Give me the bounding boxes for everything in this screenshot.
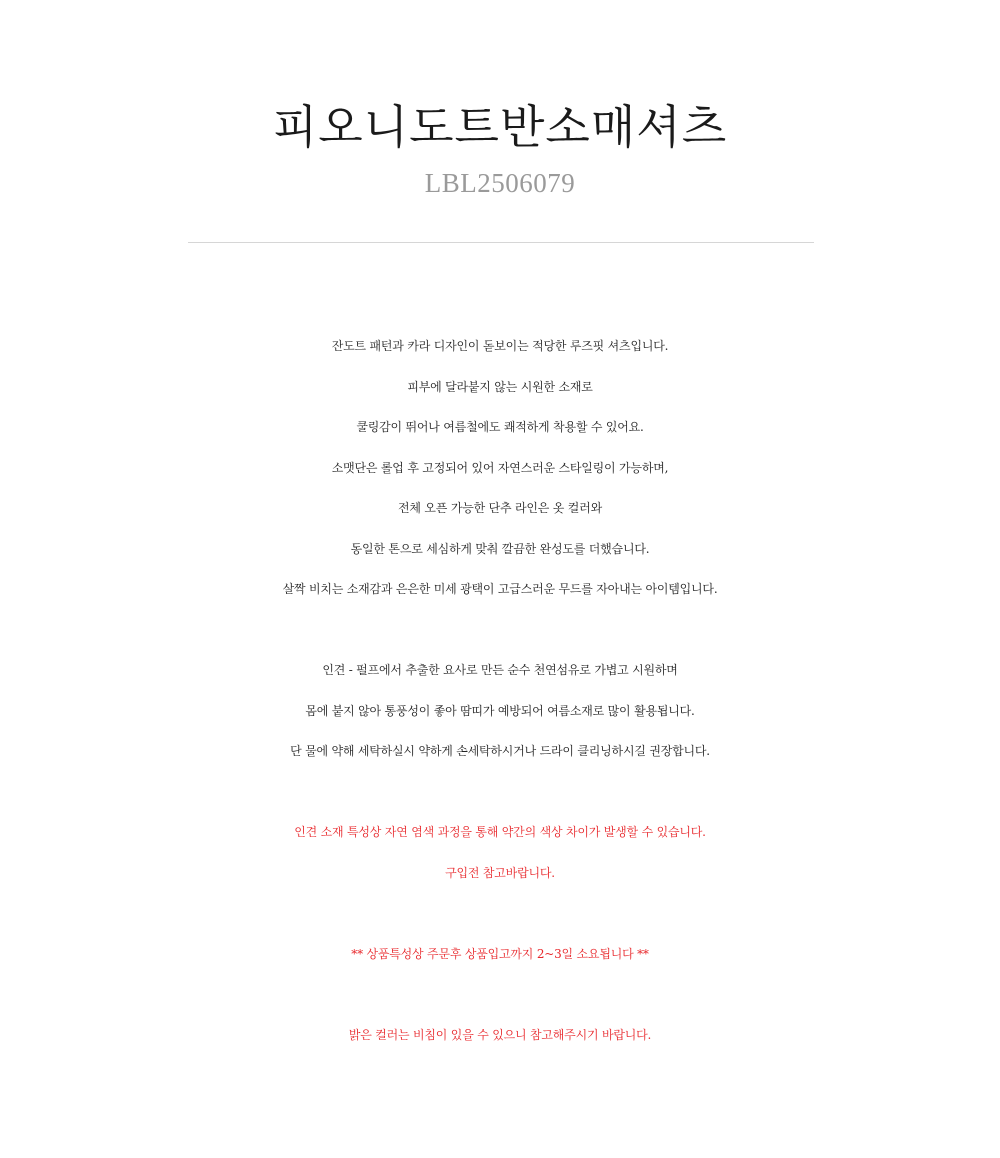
paragraph-spacer (0, 610, 1000, 651)
notice-lead-time (0, 934, 1000, 975)
notice-line: ** 상품특성상 주문후 상품입고까지 2~3일 소요됩니다 ** (351, 946, 649, 961)
description-line: 동일한 톤으로 세심하게 맞춰 깔끔한 완성도를 더했습니다. (350, 541, 650, 556)
description-line: 소맷단은 롤업 후 고정되어 있어 자연스러운 스타일링이 가능하며, (331, 460, 669, 475)
notice-line: 구입전 참고바랍니다. (445, 865, 555, 880)
description-line: 잔도트 패턴과 카라 디자인이 돋보이는 적당한 루즈핏 셔츠입니다. (331, 339, 669, 353)
product-title: 피오니도트반소매셔츠 (272, 100, 728, 154)
notice-line: 인견 소재 특성상 자연 염색 과정을 통해 약간의 색상 차이가 발생할 수 있습니다. (294, 825, 706, 839)
product-description (0, 326, 1000, 1055)
description-line: 피부에 달라붙지 않는 시원한 소재로 (407, 379, 593, 394)
notice-see-through (0, 1015, 1000, 1056)
notice-color-variation (0, 812, 1000, 893)
notice-line: 밝은 컬러는 비침이 있을 수 있으니 참고해주시기 바랍니다. (348, 1027, 652, 1042)
description-paragraph-material (0, 650, 1000, 772)
material-line: 몸에 붙지 않아 통풍성이 좋아 땀띠가 예방되어 여름소재로 많이 활용됩니다. (305, 703, 695, 718)
header-divider (188, 242, 814, 243)
description-line: 살짝 비치는 소재감과 은은한 미세 광택이 고급스러운 무드를 자아내는 아이템입니다. (282, 582, 718, 596)
description-line: 쿨링감이 뛰어나 여름철에도 쾌적하게 착용할 수 있어요. (356, 420, 644, 434)
paragraph-spacer (0, 772, 1000, 813)
product-header (0, 96, 1000, 200)
paragraph-spacer (0, 893, 1000, 934)
material-line: 단 물에 약해 세탁하실시 약하게 손세탁하시거나 드라이 클리닝하시길 권장합니다. (290, 744, 710, 758)
description-paragraph-fit (0, 326, 1000, 610)
description-line: 전체 오픈 가능한 단추 라인은 옷 컬러와 (398, 501, 602, 515)
paragraph-spacer (0, 974, 1000, 1015)
product-code: LBL2506079 (424, 168, 576, 198)
material-line: 인견 - 펄프에서 추출한 요사로 만든 순수 천연섬유로 가볍고 시원하며 (322, 663, 678, 677)
